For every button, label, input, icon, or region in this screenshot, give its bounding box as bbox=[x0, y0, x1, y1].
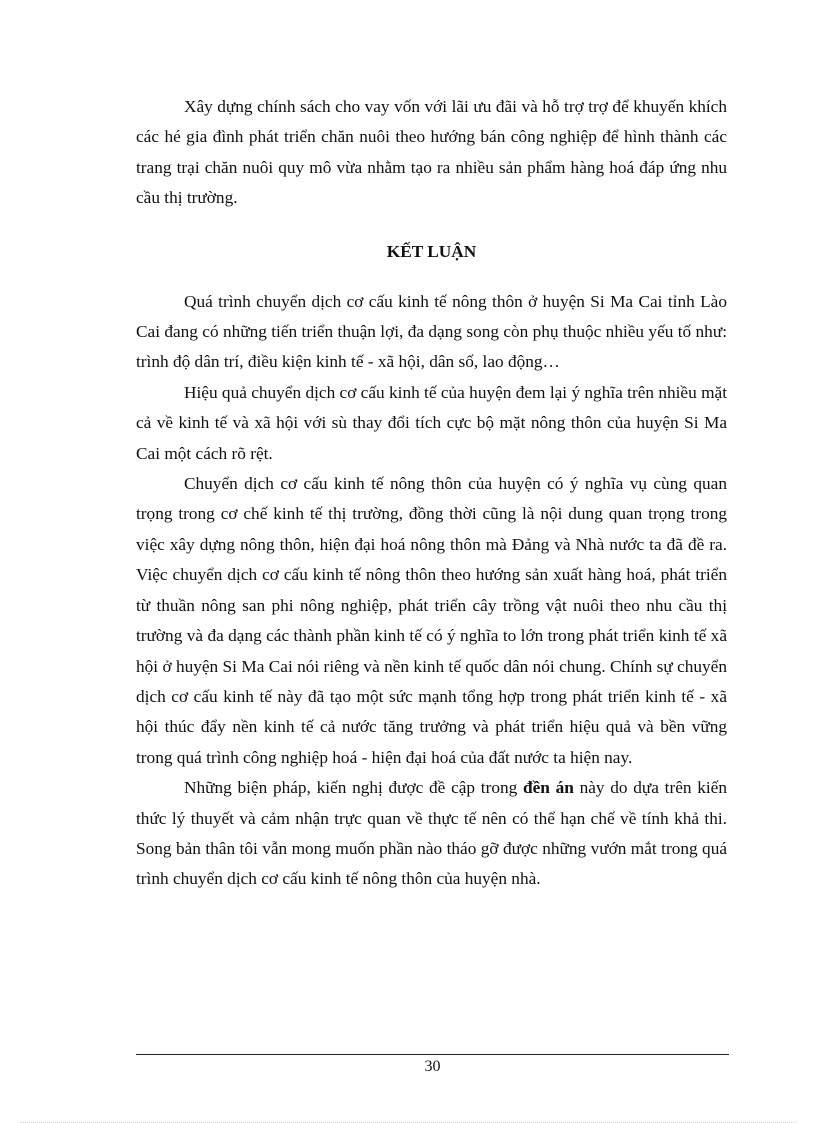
intro-paragraph: Xây dựng chính sách cho vay vốn với lãi ưu đãi và hỗ trợ trợ để khuyến khích các hé gia đình phát triển chăn nuôi theo hướng bán công nghiệp để hình thành các trang trại chăn nuôi quy mô vừa nhằm tạo ra nhiều sản phẩm hàng hoá đáp ứng nhu cầu thị trường. bbox=[136, 97, 727, 208]
paragraph-4-text-end: này do dựa trên kiến thức lý thuyết và cảm nhận trực quan về thực tế nên có thể hạn chế về tính khả thi. Song bản thân tôi vẫn mong muốn phần nào tháo gỡ được những vướn mắt trong quá trình chuyển dịch cơ cấu kinh tế nông thôn của huyện nhà. bbox=[136, 778, 727, 889]
conclusion-paragraph-4 bbox=[136, 773, 727, 895]
conclusion-paragraph-2: Hiệu quả chuyển dịch cơ cấu kinh tế của huyện đem lại ý nghĩa trên nhiều mặt cả về kinh tế và xã hội với sù thay đổi tích cực bộ mặt nông thôn của huyện Si Ma Cai một cách rõ rệt. bbox=[136, 382, 727, 463]
page-content bbox=[136, 92, 727, 895]
footer-divider bbox=[136, 1054, 729, 1055]
conclusion-paragraph-1: Quá trình chuyển dịch cơ cấu kinh tế nông thôn ở huyện Si Ma Cai tỉnh Lào Cai đang có những tiến triển thuận lợi, đa dạng song còn phụ thuộc nhiều yếu tố như: trình độ dân trí, điều kiện kinh tế - xã hội, dân số, lao động… bbox=[136, 291, 727, 372]
page-number: 30 bbox=[424, 1058, 441, 1075]
paragraph-4-text-start: Những biện pháp, kiến nghị được đề cập trong bbox=[184, 778, 523, 798]
section-heading: KẾT LUẬN bbox=[386, 241, 477, 261]
paragraph-4-bold-term: đền án bbox=[522, 778, 574, 798]
conclusion-paragraph-3: Chuyển dịch cơ cấu kinh tế nông thôn của huyện có ý nghĩa vụ cùng quan trọng trong cơ chế kinh tế thị trường, đồng thời cũng là nội dung quan trọng trong việc xây dựng nông thôn, hiện đại hoá nông thôn mà Đảng và Nhà nước ta đã đề ra. Việc chuyển dịch cơ cấu kinh tế nông thôn theo hướng sản xuất hàng hoá, phát triển từ thuần nông san phi nông nghiệp, phát triển cây trồng vật nuôi theo nhu cầu thị trường và đa dạng các thành phần kinh tế có ý nghĩa to lớn trong phát triển kinh tế xã hội ở huyện Si Ma Cai nói riêng và nền kinh tế quốc dân nói chung. Chính sự chuyển dịch cơ cấu kinh tế này đã tạo một sức mạnh tổng hợp trong phát triển kinh tế - xã hội thúc đẩy nền kinh tế cả nước tăng trưởng và phát triển hiệu quả và bền vững trong quá trình công nghiệp hoá - hiện đại hoá của đất nước ta hiện nay. bbox=[136, 474, 727, 767]
